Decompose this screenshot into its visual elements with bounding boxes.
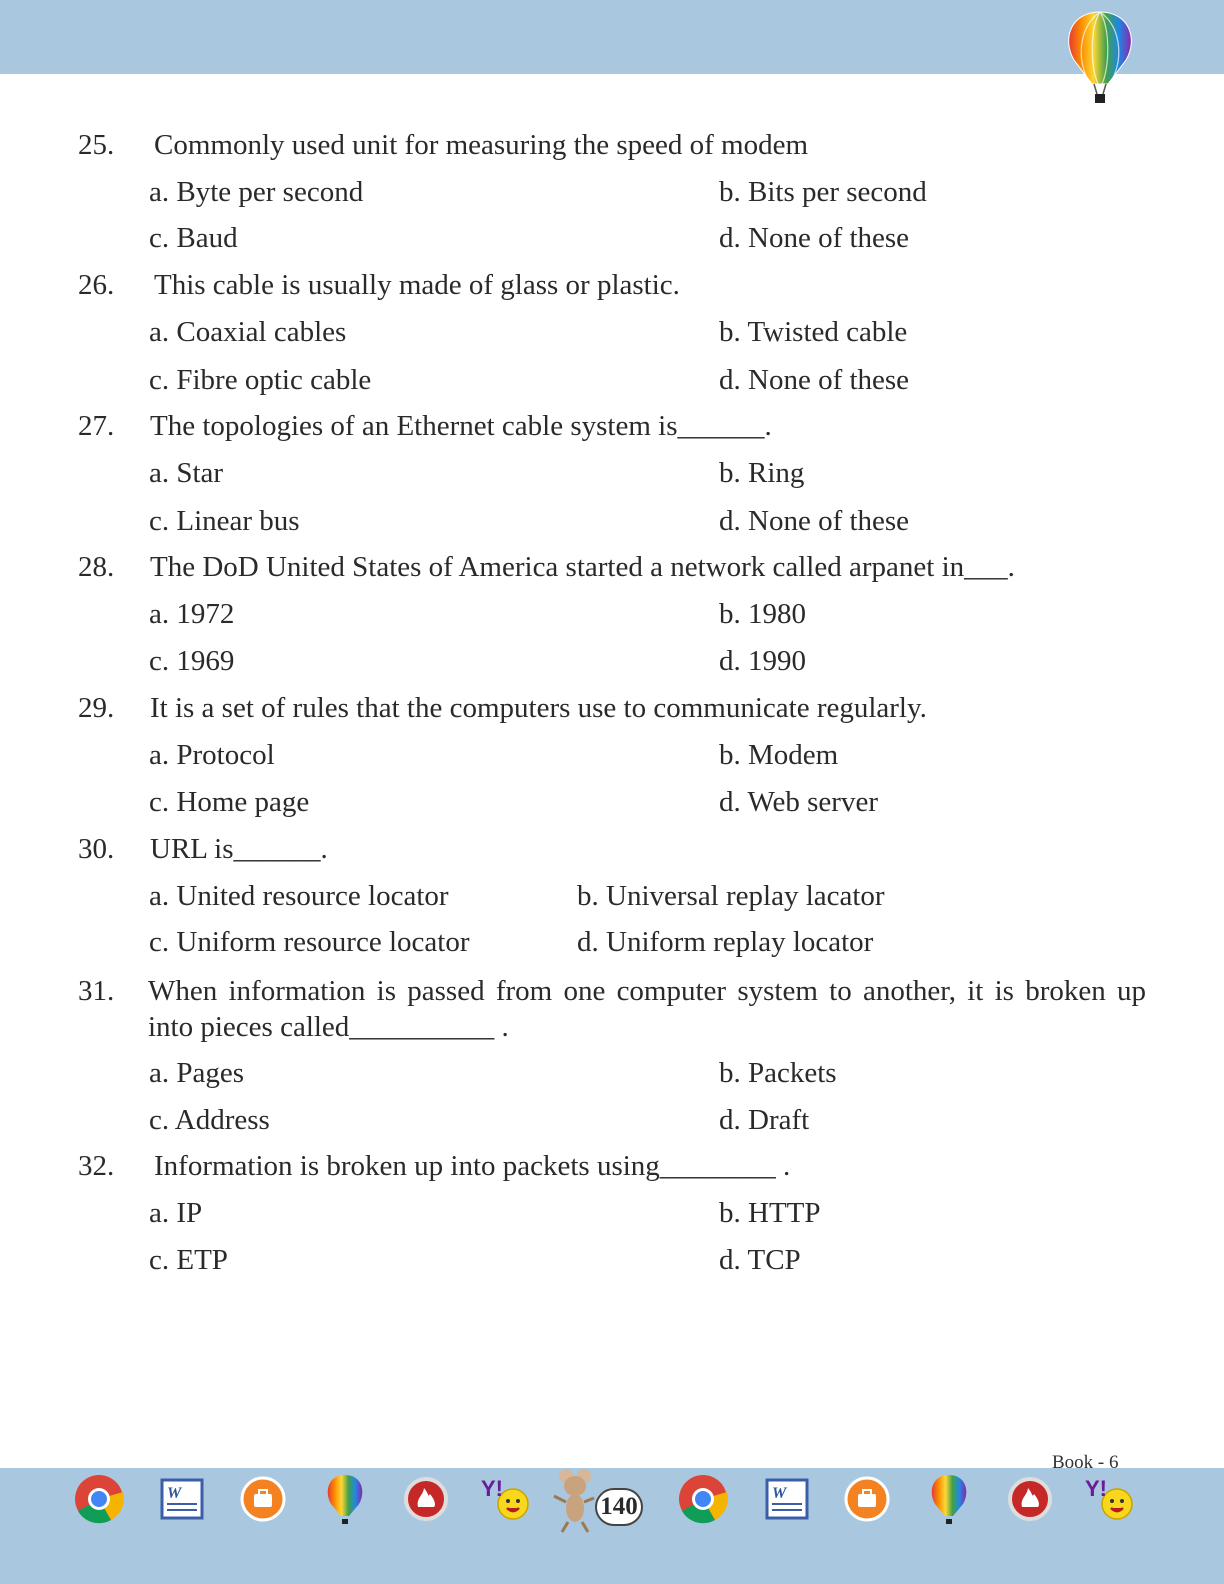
option-26-c: c. Fibre optic cable <box>149 364 372 396</box>
question-26: 26. This cable is usually made of glass or plastic. <box>78 269 680 301</box>
hot-air-balloon-small-icon <box>318 1472 372 1526</box>
word-document-icon <box>760 1472 814 1526</box>
book-label: Book - 6 <box>1052 1452 1119 1473</box>
option-32-a: a. IP <box>149 1197 203 1229</box>
option-28-b: b. 1980 <box>719 598 806 630</box>
option-25-d: d. None of these <box>719 222 910 254</box>
option-29-a: a. Protocol <box>149 739 275 771</box>
option-29-b: b. Modem <box>719 739 839 771</box>
chrome-icon <box>72 1472 126 1526</box>
option-31-b: b. Packets <box>719 1057 837 1089</box>
option-31-a: a. Pages <box>149 1057 245 1089</box>
svg-text:Y!: Y! <box>481 1476 503 1501</box>
question-28: 28. The DoD United States of America started a network called arpanet in___. <box>78 551 1015 583</box>
svg-text:W: W <box>167 1485 182 1502</box>
chrome-icon <box>676 1472 730 1526</box>
option-26-d: d. None of these <box>719 364 910 396</box>
flame-app-icon <box>1003 1472 1057 1526</box>
word-document-icon <box>155 1472 209 1526</box>
briefcase-icon <box>840 1472 894 1526</box>
option-27-c: c. Linear bus <box>149 505 300 537</box>
option-27-b: b. Ring <box>719 457 805 489</box>
option-32-c: c. ETP <box>149 1244 228 1276</box>
option-25-a: a. Byte per second <box>149 176 364 208</box>
option-31-c: c. Address <box>149 1104 270 1136</box>
option-31-d: d. Draft <box>719 1104 810 1136</box>
flame-app-icon <box>399 1472 453 1526</box>
question-29: 29. It is a set of rules that the computers use to communicate regularly. <box>78 692 927 724</box>
option-30-b: b. Universal replay lacator <box>577 880 885 912</box>
yahoo-messenger-icon <box>479 1472 533 1526</box>
option-30-a: a. United resource locator <box>149 880 449 912</box>
option-32-d: d. TCP <box>719 1244 801 1276</box>
hot-air-balloon-icon <box>1060 8 1140 106</box>
option-28-a: a. 1972 <box>149 598 235 630</box>
option-27-a: a. Star <box>149 457 224 489</box>
question-25: 25. Commonly used unit for measuring the speed of modem <box>78 129 809 161</box>
header-band <box>0 0 1224 74</box>
svg-text:W: W <box>772 1485 787 1502</box>
option-25-c: c. Baud <box>149 222 238 254</box>
hot-air-balloon-small-icon <box>922 1472 976 1526</box>
option-26-b: b. Twisted cable <box>719 316 908 348</box>
question-31: 31. When information is passed from one computer system to another, it is broken up into pieces called__________ . <box>78 975 1146 1043</box>
briefcase-icon <box>236 1472 290 1526</box>
option-27-d: d. None of these <box>719 505 910 537</box>
option-32-b: b. HTTP <box>719 1197 821 1229</box>
option-26-a: a. Coaxial cables <box>149 316 347 348</box>
svg-text:Y!: Y! <box>1085 1476 1107 1501</box>
option-29-c: c. Home page <box>149 786 310 818</box>
option-30-d: d. Uniform replay locator <box>577 926 874 958</box>
question-30: 30. URL is______. <box>78 833 328 865</box>
option-30-c: c. Uniform resource locator <box>149 926 470 958</box>
option-29-d: d. Web server <box>719 786 878 818</box>
question-27: 27. The topologies of an Ethernet cable system is______. <box>78 410 772 442</box>
yahoo-messenger-icon <box>1083 1472 1137 1526</box>
option-28-c: c. 1969 <box>149 645 235 677</box>
page-number: 140 <box>595 1488 643 1526</box>
option-25-b: b. Bits per second <box>719 176 927 208</box>
question-32: 32. Information is broken up into packets using________ . <box>78 1150 791 1182</box>
option-28-d: d. 1990 <box>719 645 806 677</box>
